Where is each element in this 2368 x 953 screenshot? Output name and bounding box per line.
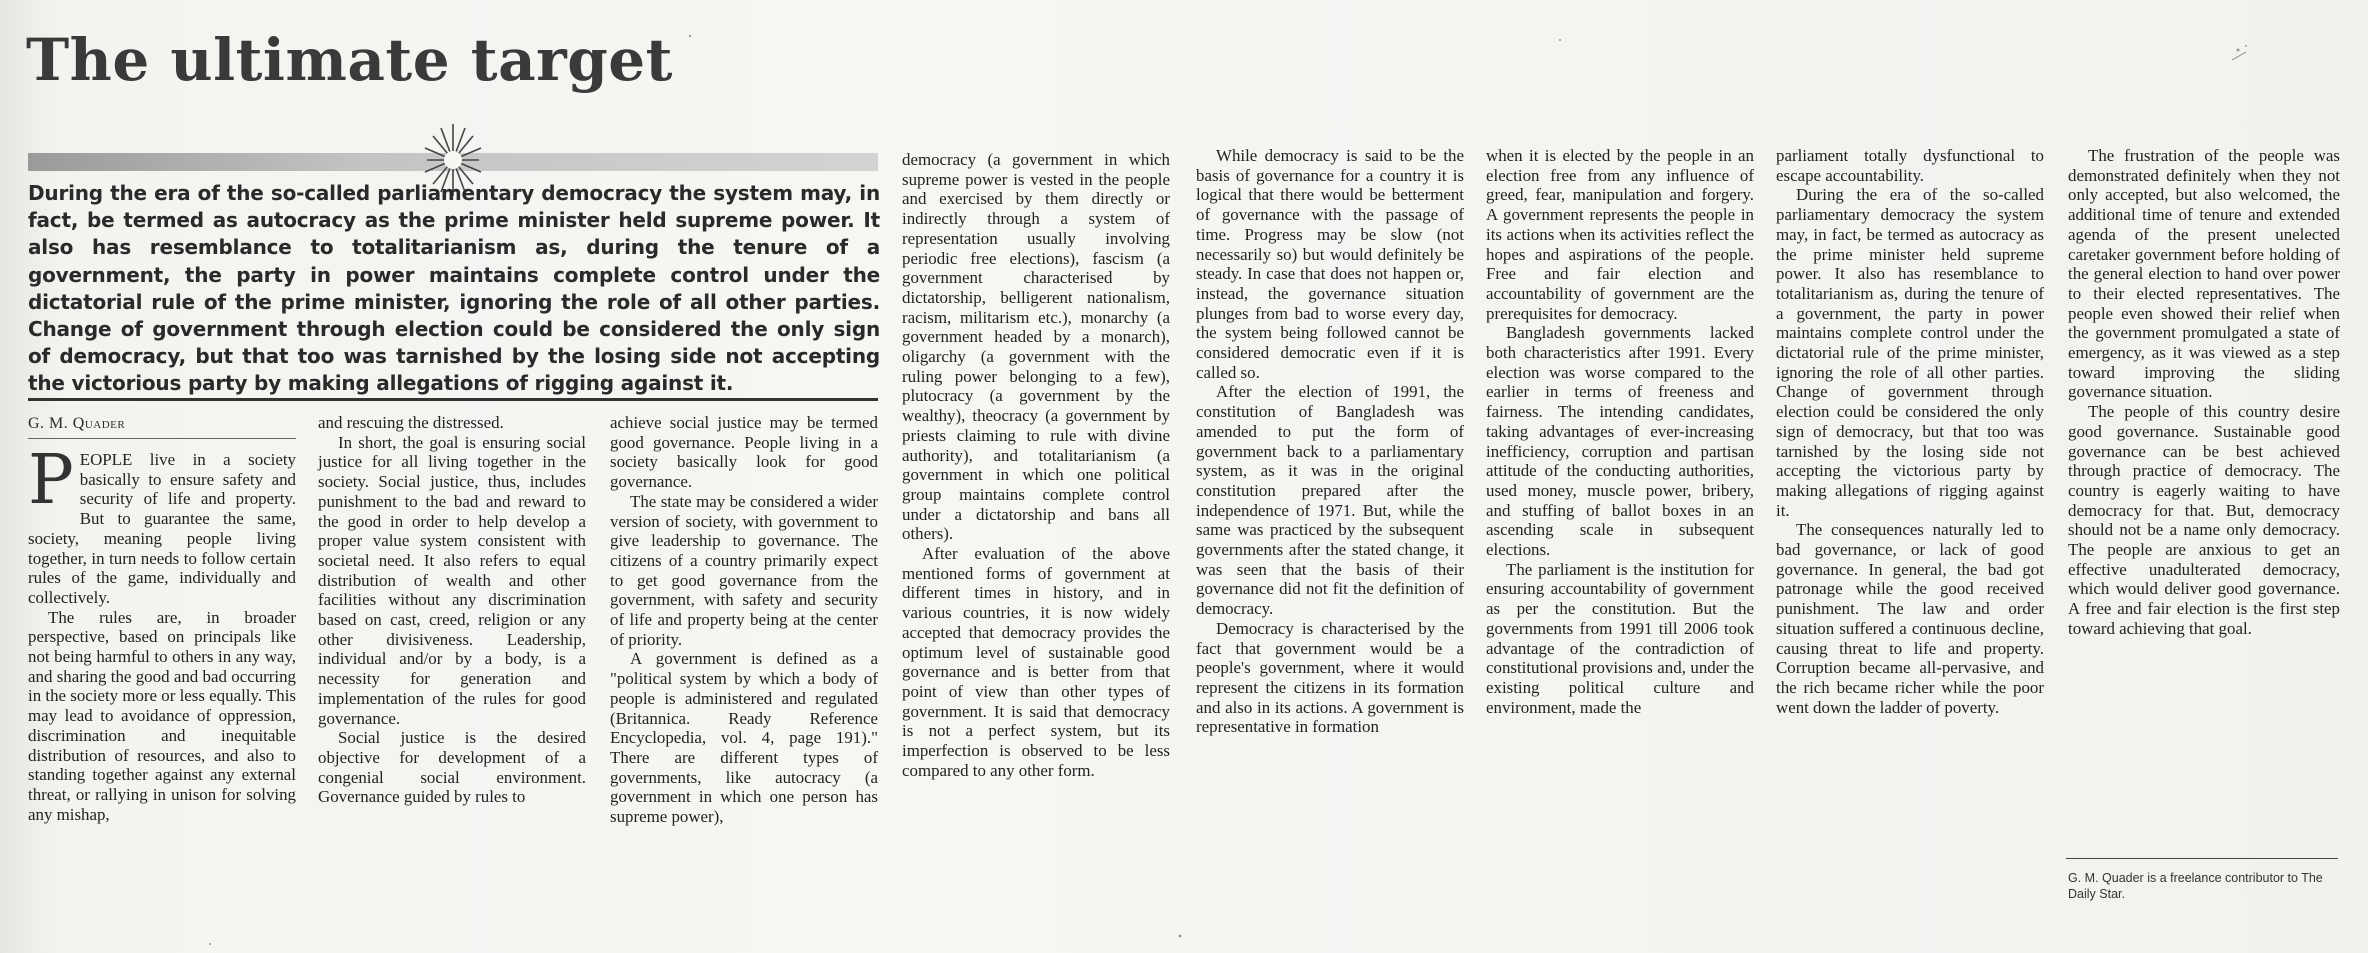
column-8-paragraph-1: The frustration of the people was demonstrated definitely when they not only accepted, but also welcomed, the additional time of tenure and extended agenda of the present unelected caretaker government before holding of the general election to hand over power to their elected representatives. The people even showed their relief when the government promulgated a state of emergency, as it was viewed as a step toward improving the sliding governance situation. — [2068, 146, 2340, 402]
column-4 — [902, 150, 1170, 781]
column-6-paragraph-3: The parliament is the institution for ensuring accountability of government as per the constitution. But the governments from 1991 till 2006 took advantage of the contradiction of constitutional provisions and, under the existing political culture and environment, made the — [1486, 559, 1754, 717]
column-6 — [1486, 146, 1754, 717]
column-2-paragraph-1: and rescuing the distressed. — [318, 413, 504, 432]
column-7-paragraph-3: The consequences naturally led to bad governance, or lack of good governance. In general, the bad got patronage while the good received punishment. The law and order situation suffered a continuous decline, causing threat to life and property. Corruption became all-pervasive, and the rich became richer while the poor went down the ladder of poverty. — [1776, 520, 2044, 717]
column-3-paragraph-2: The state may be considered a wider version of society, with government to give leadership to governance. The citizens of a country primarily expect to get good governance from the government, with safety and security of life and property being at the center of priority. — [610, 491, 878, 649]
column-1-paragraph-1-text: EOPLE live in a society basically to ensure safety and security of life and property. But to guarantee the same, society, meaning people living together, in turn needs to follow certain rules of the game, individually and collectively. — [28, 450, 296, 607]
deck-divider — [28, 398, 878, 401]
byline-divider — [28, 438, 296, 439]
column-4-paragraph-1: democracy (a government in which supreme power is vested in the people and exercised by them directly or indirectly through a system of representation usually involving periodic free elections), fascism (a government characterised by dictatorship, belligerent nationalism, racism, militarism etc.), monarchy (a government headed by a monarch), oligarchy (a government with the ruling power belonging to a few), plutocracy (a government by the wealthy), theocracy (a government by priests claiming to rule with divine authority), and totalitarianism (a government in which one political group maintains complete control under a dictatorship and bans all others). — [902, 150, 1170, 544]
headline: The ultimate target — [26, 26, 673, 94]
column-5 — [1196, 146, 1464, 737]
column-5-paragraph-1: While democracy is said to be the basis of governance for a country it is logical that there would be betterment of governance with the passage of time. Progress may be slow (not necessarily so) but would definitely be steady. In case that does not happen or, instead, the governance situation plunges from bad to worse every day, the system being followed cannot be considered democratic even if it is called so. — [1196, 146, 1464, 382]
column-2-paragraph-2: In short, the goal is ensuring social justice for all living together in the society. Social justice, thus, includes punishment to the bad and reward to the good in order to help develop a proper value system consistent with societal need. It also refers to equal distribution of wealth and other facilities without any discrimination based on cast, creed, religion or any other divisiveness. Leadership, individual and/or by a body, is a necessity for generation and implementation of the rules for good governance. — [318, 432, 586, 728]
article-deck: During the era of the so-called parliamentary democracy the system may, in fact, be termed as autocracy as the prime minister held supreme power. It also has resemblance to totalitarianism as, during the tenure of a government, the party in power maintains complete control under the dictatorial rule of the prime minister, ignoring the role of all other parties. Change of government through election could be considered the only sign of democracy, but that too was tarnished by the losing side not accepting the victorious party by making allegations of rigging against it. — [28, 181, 880, 396]
column-1-paragraph-2: The rules are, in broader perspective, based on principals like not being harmful to others in any way, and sharing the good and bad occurring in the society more or less equally. This may lead to avoidance of oppression, discrimination and inequitable distribution of resources, and also to standing together against any external threat, or rallying in unison for solving any mishap, — [28, 607, 296, 824]
column-5-paragraph-3: Democracy is characterised by the fact that government would be a people's government, where it would represent the citizens in its formation and also in its actions. A government is representative in formation — [1196, 618, 1464, 737]
credit-divider — [2066, 858, 2338, 859]
author-credit: G. M. Quader is a freelance contributor to The Daily Star. — [2068, 871, 2323, 901]
column-7-paragraph-2: During the era of the so-called parliamentary democracy the system may, in fact, be termed as autocracy as the prime minister held supreme power. It also has resemblance to totalitarianism as, during the tenure of a government, the party in power maintains complete control under the dictatorial rule of the prime minister, ignoring the role of all other parties. Change of government through election could be considered the only sign of democracy, but that too was tarnished by the losing side not accepting the victorious party by making allegations of rigging against it. — [1776, 185, 2044, 520]
column-6-paragraph-1: when it is elected by the people in an election free from any influence of greed, fear, manipulation and forgery. A government represents the people in its actions when its activities reflect the hopes and aspirations of the people. Free and fair election and accountability of government are the prerequisites for democracy. — [1486, 146, 1754, 323]
column-1 — [28, 441, 296, 824]
column-8-paragraph-2: The people of this country desire good governance. Sustainable good governance can be best achieved through practice of democracy. The country is eagerly waiting to have democracy for that. But, democracy should not be a name only democracy. The people are anxious to get an effective unadulterated democracy, which would deliver good governance. A free and fair election is the first step toward achieving that goal. — [2068, 402, 2340, 638]
drop-cap: P — [28, 441, 74, 520]
column-5-paragraph-2: After the election of 1991, the constitution of Bangladesh was amended to put the form of government back to a parliamentary system, as it was in the original constitution prepared after the independence of 1971. But, while the same was practiced by the subsequent governments after the stated change, it was seen that the basis of their governance did not fit the definition of democracy. — [1196, 382, 1464, 619]
column-3 — [610, 413, 878, 827]
column-3-paragraph-1: achieve social justice may be termed good governance. People living in a society basically look for good governance. — [610, 413, 878, 492]
column-6-paragraph-2: Bangladesh governments lacked both characteristics after 1991. Every election was worse compared to the earlier in terms of freeness and fairness. The intending candidates, taking advantages of ever-increasing inefficiency, corruption and partisan attitude of the conducting authorities, used money, muscle power, bribery, and stuffing of ballot boxes in an ascending scale in subsequent elections. — [1486, 323, 1754, 560]
column-3-paragraph-3: A government is defined as a "political system by which a body of people is administered and regulated (Britannica. Ready Reference Encyclopedia, vol. 4, page 191)." There are different types of governments, like autocracy (a government in which one person has supreme power), — [610, 649, 878, 827]
column-2-paragraph-3: Social justice is the desired objective for development of a congenial social environment. Governance guided by rules to — [318, 728, 586, 807]
byline: G. M. Quader — [28, 415, 126, 432]
column-7-paragraph-1: parliament totally dysfunctional to escape accountability. — [1776, 146, 2044, 185]
column-1-paragraph-1 — [28, 441, 296, 608]
column-8 — [2068, 146, 2340, 639]
column-4-paragraph-2: After evaluation of the above mentioned forms of government at different times in history, and in various countries, it is now widely accepted that democracy provides the optimum level of sustainable good governance and is better from that point of view than other types of government. It is said that democracy is not a perfect system, but its imperfection is observed to be less compared to any other form. — [902, 544, 1170, 780]
column-2 — [318, 413, 586, 807]
column-7 — [1776, 146, 2044, 717]
